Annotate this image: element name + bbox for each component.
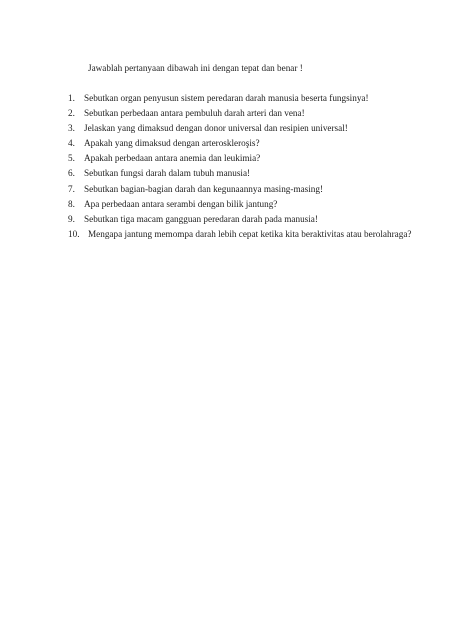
question-text: Mengapa jantung memompa darah lebih cepat ketika kita beraktivitas atau berolahraga? xyxy=(88,228,412,239)
question-item-2 xyxy=(68,107,411,122)
question-text: Sebutkan bagian-bagian darah dan kegunaannya masing-masing! xyxy=(84,183,324,194)
question-number: 4. xyxy=(68,138,75,149)
question-number: 3. xyxy=(68,123,75,134)
question-text: Apa perbedaan antara serambi dengan bilik jantung? xyxy=(84,198,278,209)
question-text: Sebutkan fungsi darah dalam tubuh manusia! xyxy=(84,168,251,179)
question-text: Sebutkan organ penyusun sistem peredaran darah manusia beserta fungsinya! xyxy=(84,93,369,103)
question-number: 5. xyxy=(68,153,75,164)
question-text: Apakah yang dimaksud dengan arteroskleroşis? xyxy=(84,138,260,149)
question-item-10 xyxy=(68,228,411,243)
question-item-3 xyxy=(68,122,411,137)
question-number: 9. xyxy=(68,213,75,224)
question-number: 2. xyxy=(68,108,75,119)
question-number: 1. xyxy=(68,93,75,103)
question-number: 8. xyxy=(68,198,75,209)
question-list xyxy=(68,92,411,243)
question-number: 10. xyxy=(68,228,80,239)
question-text: Jelaskan yang dimaksud dengan donor universal dan resipien universal! xyxy=(84,123,348,134)
question-item-1 xyxy=(68,92,411,107)
question-number: 6. xyxy=(68,168,75,179)
question-item-6 xyxy=(68,167,411,182)
instruction-text: Jawablah pertanyaan dibawah ini dengan tepat dan benar ! xyxy=(88,63,303,73)
question-item-5 xyxy=(68,152,411,167)
question-text: Sebutkan tiga macam gangguan peredaran darah pada manusia! xyxy=(84,213,318,224)
question-item-4 xyxy=(68,137,411,152)
question-item-8 xyxy=(68,198,411,213)
question-number: 7. xyxy=(68,183,75,194)
question-item-9 xyxy=(68,213,411,228)
question-text: Sebutkan perbedaan antara pembuluh darah arteri dan vena! xyxy=(84,108,305,119)
question-item-7 xyxy=(68,183,411,198)
question-text: Apakah perbedaan antara anemia dan leukimia? xyxy=(84,153,261,164)
